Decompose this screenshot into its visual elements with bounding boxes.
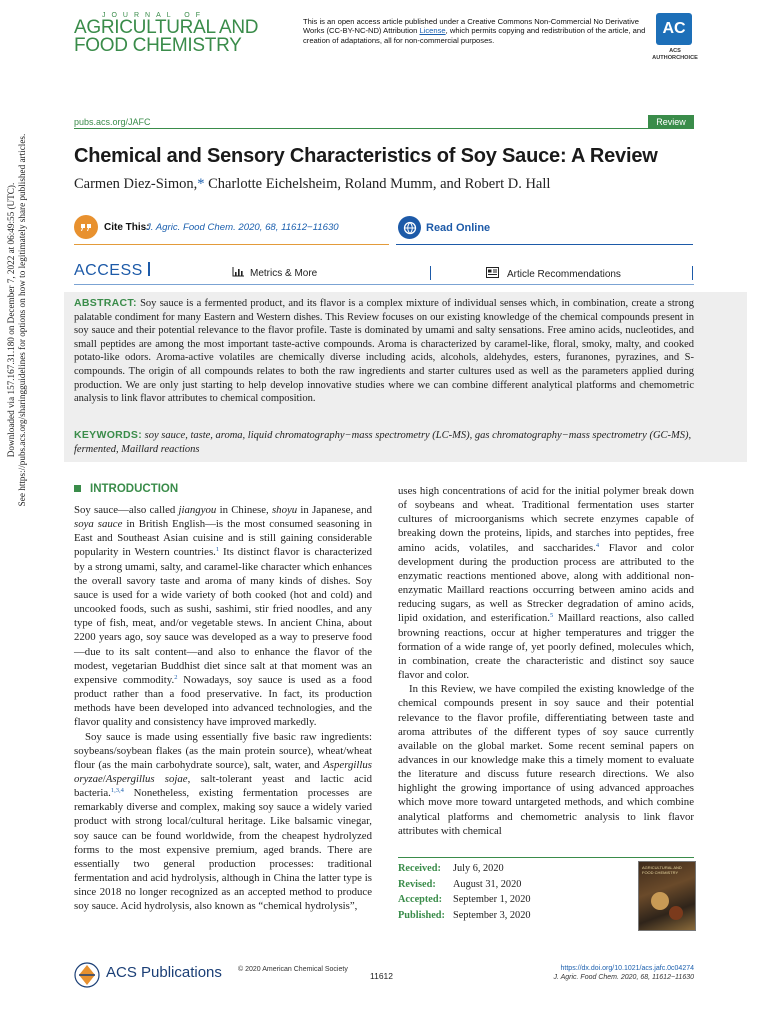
access-separator [430, 266, 431, 280]
body-column-right [398, 484, 694, 838]
keywords [74, 428, 694, 457]
license-link[interactable]: License [419, 26, 446, 36]
bar-chart-icon [232, 267, 244, 277]
cite-this-bar[interactable] [74, 213, 389, 245]
keywords-label: KEYWORDS: [74, 429, 143, 441]
date-values [453, 861, 531, 923]
accepted-date: September 1, 2020 [453, 894, 531, 906]
received-label: Received: [398, 863, 441, 874]
doi-block [540, 964, 694, 982]
license-notice [303, 17, 648, 45]
footer-citation: J. Agric. Food Chem. 2020, 68, 11612−11630 [553, 974, 694, 981]
date-labels [398, 861, 445, 923]
cite-this-label: Cite This: [104, 222, 150, 233]
author-list [74, 176, 704, 193]
author-corresponding[interactable]: Carmen Diez-Simon, [74, 176, 198, 192]
copyright-notice: © 2020 American Chemical Society [238, 966, 348, 973]
citation-link[interactable]: J. Agric. Food Chem. 2020, 68, 11612−11630 [146, 222, 339, 233]
section-heading [74, 483, 178, 495]
journal-url-link[interactable]: pubs.acs.org/JAFC [74, 117, 151, 127]
download-notice-line2: See https://pubs.acs.org/sharingguidelines for options on how to legitimately share published articles. [17, 133, 27, 507]
article-title: Chemical and Sensory Characteristics of Soy Sauce: A Review [74, 145, 658, 167]
abstract [74, 297, 694, 406]
paragraph: Soy sauce—also called jiangyou in Chinese, shoyu in Japanese, and soya sauce in British English—is the most consumed seasoning in East and Southeast Asian cuisine and is still gaining considerable popularity in Western countries.$^1$ Its distinct flavor is characterized by a strong umami, salty, and caramel-like character which enhances the overall savory taste and aroma of many kinds of dishes. Soy sauce is used for a wide variety of both cooked (hot and cold) and uncooked foods, such as sushi, sashimi, stir fried noodles, and any type of fish, meat, and/or vegetable stews. In ancient China, about 2200 years ago, soy sauce was developed as a way to preserve food—due to its salt content—and also to enhance the flavor of the modest, vegetarian Buddhist diet since salt at that moment was an expensive commodity.$^2$ Nowadays, soy sauce is used as a food product rather than a food preservative. In fact, its production methods have been developed into advanced technologies, and the flavor quality and consistency have improved markedly. [74, 504, 373, 729]
author-others: Charlotte Eichelsheim, Roland Mumm, and Robert D. Hall [204, 176, 551, 192]
journal-logo-small: JOURNAL OF [101, 12, 207, 19]
published-label: Published: [398, 909, 445, 921]
acs-authorchoice-caption: ACS AUTHORCHOICE [652, 48, 698, 61]
cover-image-shape [669, 906, 683, 920]
cover-title: AGRICULTURAL AND FOOD CHEMISTRY [642, 865, 682, 875]
journal-logo-line2: FOOD CHEMISTRY [74, 35, 242, 56]
paragraph: In this Review, we have compiled the existing knowledge of the chemical compounds present in soy sauce and their potential relevance to the flavor profile, differentiating between taste and aroma attributes of the different types of soy sauce currently available on the global market. Some recent seminal papers on advances in our knowledge make this a timely moment to evaluate the literature and discuss future research directions. We also highlight the growing importance of using advanced approaches which move more toward untargeted methods, and which combine analytical platforms and chemometric analysis to link flavor attributes with chemical [398, 683, 694, 837]
download-notice [6, 0, 36, 690]
abstract-label: ABSTRACT: [74, 297, 137, 309]
download-notice-line1: Downloaded via 157.167.31.180 on December 7, 2022 at 06:49:55 (UTC). [6, 182, 16, 458]
document-icon [486, 267, 499, 278]
header-divider [74, 128, 694, 129]
quote-icon [74, 215, 98, 239]
published-date: September 3, 2020 [453, 909, 531, 921]
corresponding-star-icon[interactable]: * [197, 176, 205, 192]
paragraph: uses high concentrations of acid for the initial polymer break down of soybeans and wheat. Traditional fermentation uses starter cultures of microorganisms which secrete enzymes capable of breaking down the proteins, lipids, and starches into peptides, free amino acids, volatiles, and saccharides.$^4$ Flavor and color development during the production process are attributed to the enzymatic reactions mentioned above, along with additional non-enzymatic Maillard reactions occurring between amino acids and reducing sugars, as well as Strecker degradation of amino acids, lipid oxidation, and esterification.$^5$ Maillard reactions, also called browning reactions, occur at higher temperatures and trigger the formation of a wide range of, yet poorly defined, molecules which, in combination, create the characteristic and distinct soy sauce flavor and color. [398, 485, 695, 682]
metrics-link[interactable] [232, 267, 317, 279]
publisher-name: ACS Publications [106, 964, 222, 981]
page-number: 11612 [370, 971, 394, 981]
section-heading-text: INTRODUCTION [90, 483, 179, 495]
revised-date: August 31, 2020 [453, 878, 522, 890]
acs-logo-icon [74, 962, 100, 988]
license-text-pre: This is an open access article published under a Creative Commons Non-Commercial No Derivative Works (CC-BY-NC-ND) Attribution [303, 17, 639, 36]
access-divider [74, 284, 694, 285]
received-date: July 6, 2020 [453, 863, 504, 874]
article-recommendations-link[interactable] [486, 267, 621, 280]
license-text-post: , which permits copying and redistribution of the article, and creation of adaptations, all for non-commercial purposes. [303, 26, 646, 45]
access-text: ACCESS [74, 262, 143, 279]
revised-label: Revised: [398, 878, 436, 890]
article-recommendations-label: Article Recommendations [507, 269, 621, 280]
globe-icon [398, 216, 421, 239]
keywords-text: soy sauce, taste, aroma, liquid chromatography−mass spectrometry (LC-MS), gas chromatography−mass spectrometry (GC-MS), fermented, Maillard reactions [74, 430, 692, 455]
paragraph: Soy sauce is made using essentially five basic raw ingredients: soybeans/soybean flakes (as the main protein source), wheat/wheat flour (as the main carbohydrate source), salt, water, and Aspergillus oryzae/Aspergillus sojae, salt-tolerant yeast and lactic acid bacteria.$^{1,3,4}$ Nonetheless, existing fermentation processes are remarkably diverse and complex, making soy sauce a widely varied product with strong local/cultural heritage. Like balsamic vinegar, soy sauce can be found worldwide, from the cheapest hydrolyzed forms to the most expensive premium, aged brands. There are essentially two general production processes: traditional fermentation and acid hydrolysis, although in China the latter type is since 2018 no longer recognized as an accepted method to produce soy sauce. Acid hydrolysis, also known as “chemical hydrolysis”, [74, 730, 372, 913]
article-type-badge: Review [648, 115, 694, 129]
doi-link[interactable]: https://dx.doi.org/10.1021/acs.jafc.0c04274 [560, 965, 694, 972]
cover-image-shape [651, 892, 669, 910]
dates-panel [398, 857, 694, 920]
read-online-link[interactable]: Read Online [426, 222, 491, 234]
metrics-label: Metrics & More [250, 268, 318, 279]
body-column-left [74, 503, 372, 914]
journal-logo-line1: AGRICULTURAL AND [74, 17, 259, 38]
acs-authorchoice-icon: AC [656, 13, 692, 45]
access-end-separator [692, 266, 693, 280]
accepted-label: Accepted: [398, 894, 443, 906]
read-online-bar[interactable] [396, 213, 693, 245]
access-label [74, 262, 150, 280]
journal-cover-thumbnail[interactable] [638, 861, 696, 931]
heading-square-icon [74, 485, 81, 492]
journal-logo [74, 12, 264, 55]
abstract-text: Soy sauce is a fermented product, and its flavor is a complex mixture of individual senses which, in combination, create a strong palatable condiment for many Eastern and Western dishes. This Review focuses on our existing knowledge of the chemical compounds present in soy sauce and their potential relevance to the flavor profile. Taste is dominated by umami and salty sensations. Free amino acids, nucleotides, and small peptides are among the most important taste-active compounds. Aroma is characterized by caramel-like, floral, smoky, malty, and cooked potato-like odors. Aroma-active volatiles are chemically diverse including acids, alcohols, aldehydes, esters, furanones, pyrazines, and S-compounds. The origin of all compounds relates to both the raw ingredients and starter cultures used as well as the parameters applied during production. We are only just starting to help develop innovative studies where we can combine different analytical platforms and chemometric analysis to link flavor attributes to chemical composition. [74, 298, 695, 405]
